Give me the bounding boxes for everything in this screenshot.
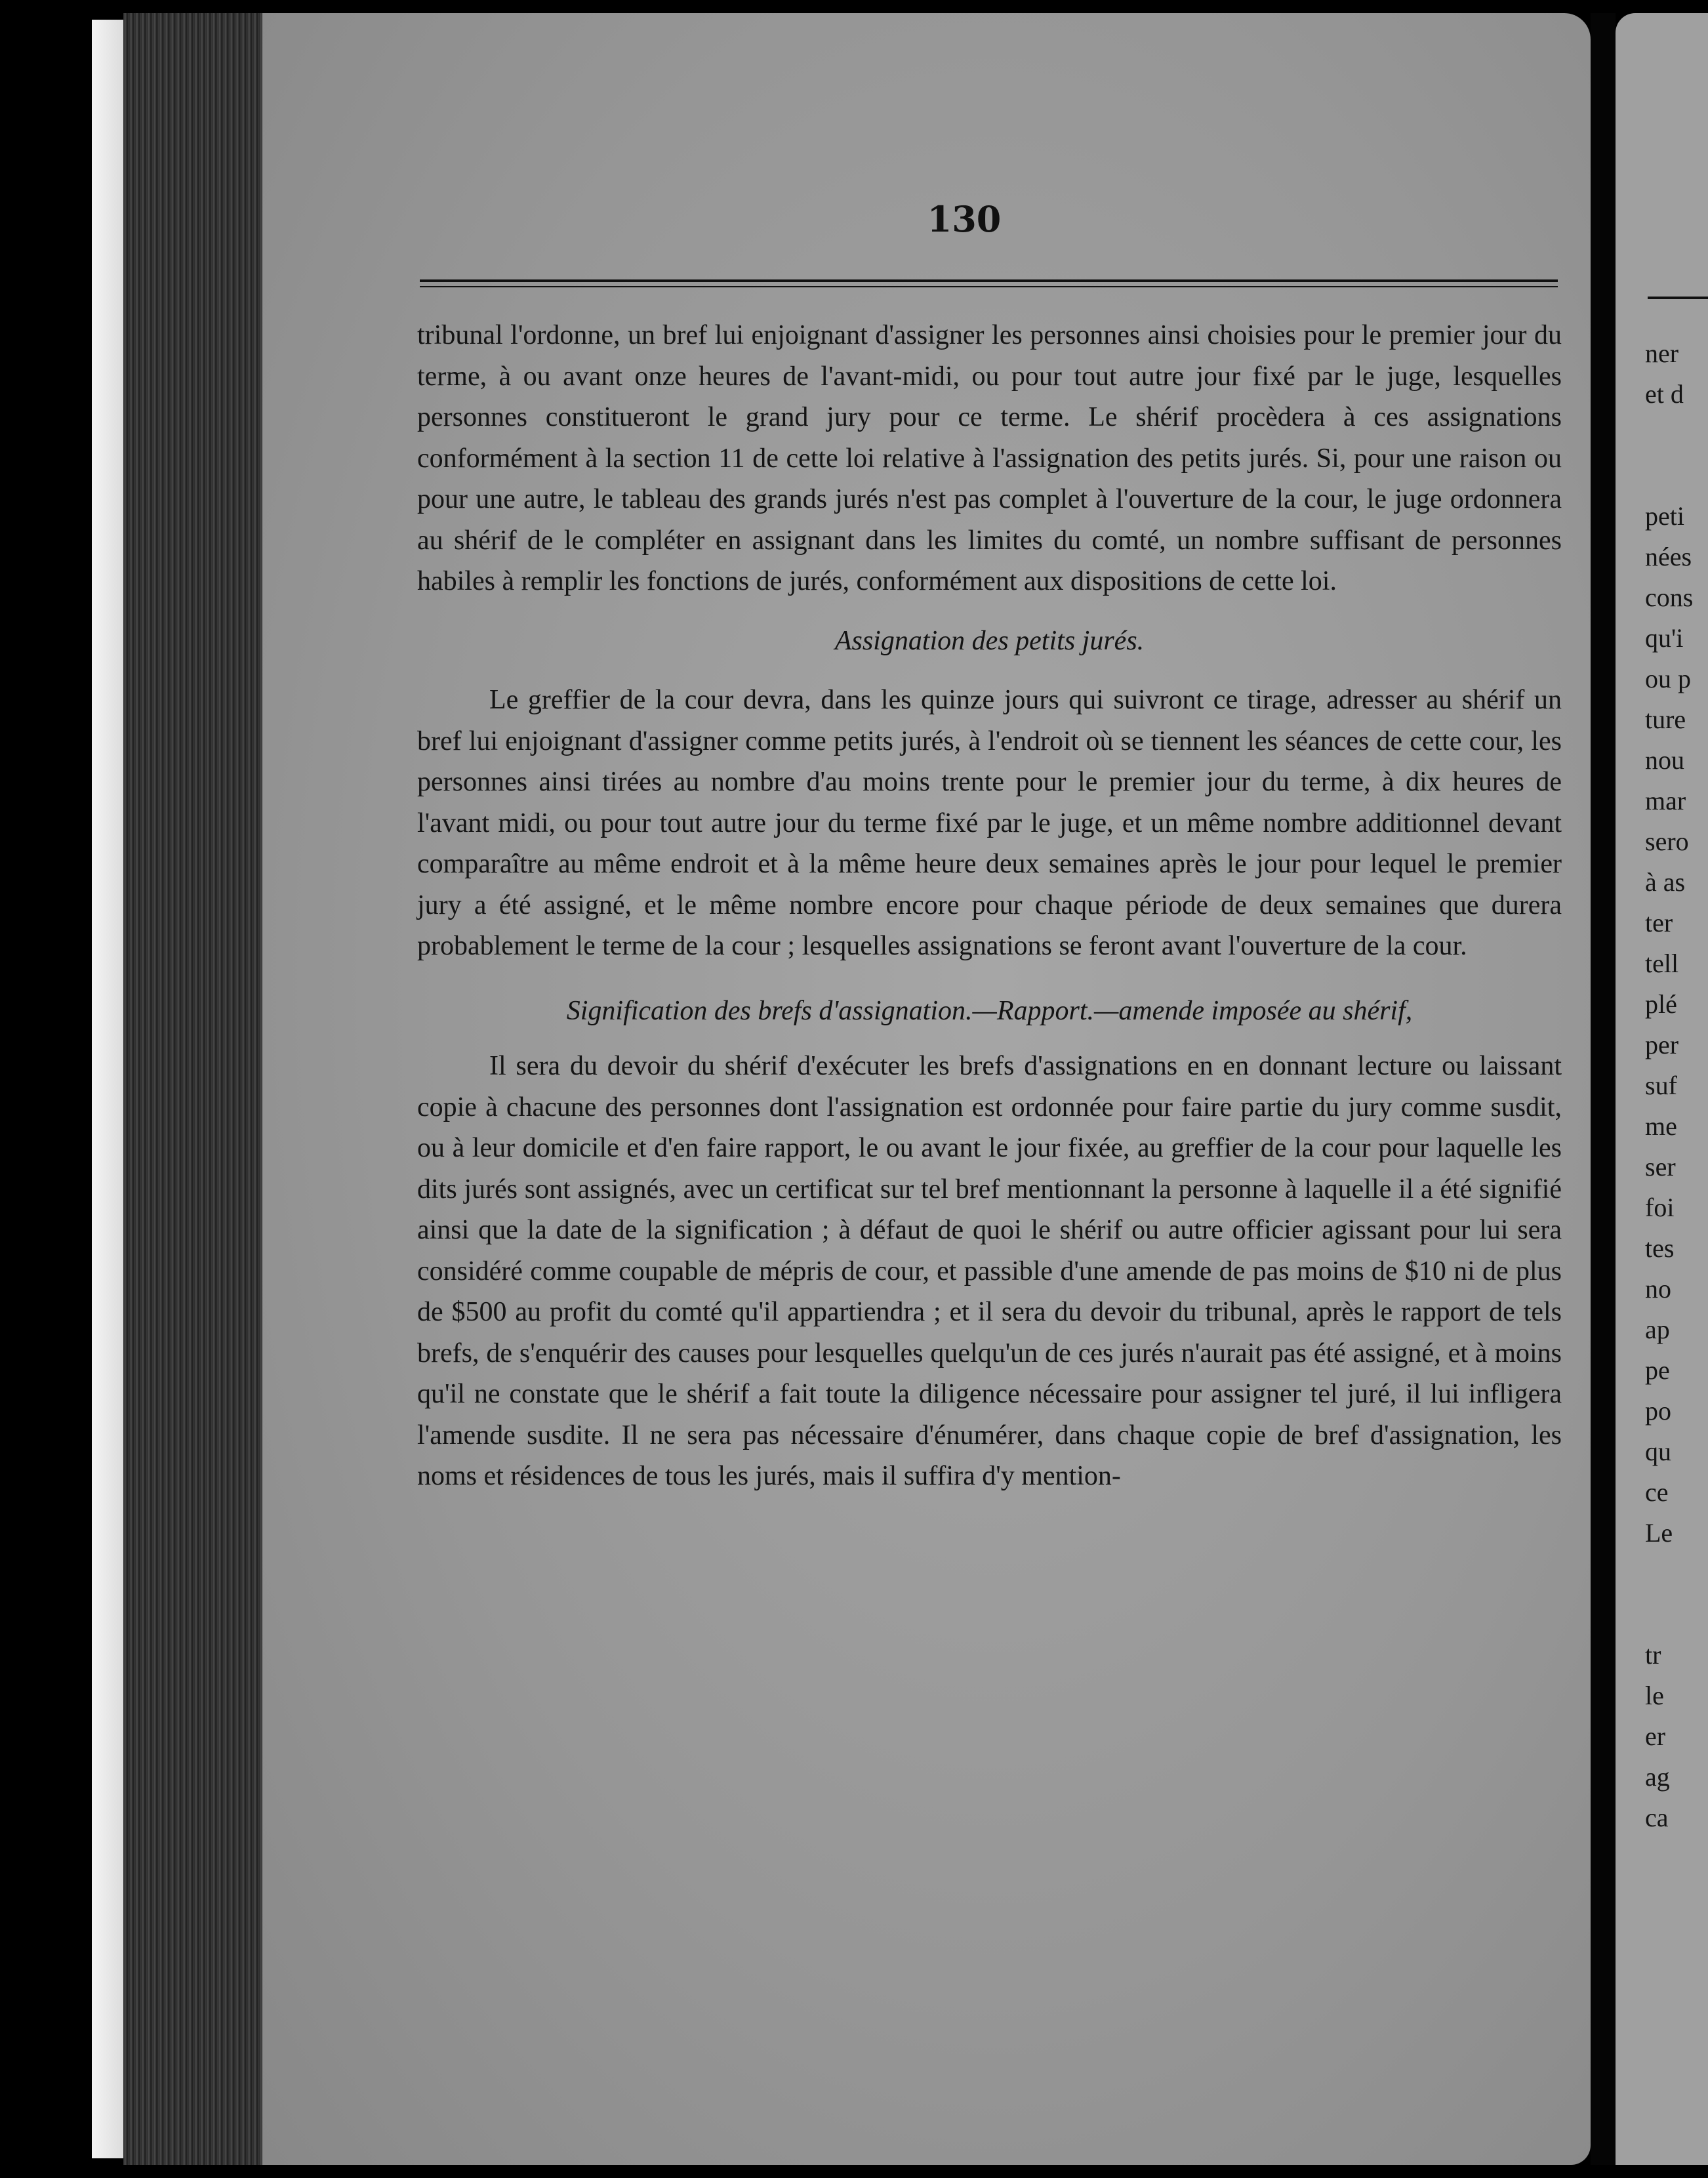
adjacent-page-fragment: nées bbox=[1645, 542, 1692, 571]
adjacent-page-fragment: po bbox=[1645, 1396, 1671, 1426]
adjacent-page-fragment: cons bbox=[1645, 583, 1694, 612]
adjacent-page-fragment bbox=[1645, 415, 1708, 455]
adjacent-page-fragment: peti bbox=[1645, 501, 1684, 531]
adjacent-page-fragment: plé bbox=[1645, 989, 1677, 1019]
adjacent-page-fragment: tes bbox=[1645, 1233, 1675, 1263]
body-paragraph-2: Le greffier de la cour devra, dans les quinze jours qui suivront ce tirage, adresser au shérif un bref lui enjoignant d'assigner comme petits jurés, à l'endroit où se tiennent les séances de cette cour, les personnes ainsi tirées au nombre d'au moins trente pour le premier jour du terme, à dix heures de l'avant midi, ou pour tout autre jour du terme fixé par le juge, et un même nombre additionnel devant comparaître au même endroit et à la même heure deux semaines après le jour pour lequel le premier jury a été assigné, et le même nombre encore pour chaque période de deux semaines que durera probablement le terme de la cour ; lesquelles assignations se feront avant l'ouverture de la cour. bbox=[417, 685, 1562, 961]
adjacent-page-fragment: ag bbox=[1645, 1762, 1670, 1792]
adjacent-page-fragment: ter bbox=[1645, 908, 1673, 937]
page-number: 130 bbox=[927, 198, 1002, 240]
book-page-edges bbox=[123, 13, 264, 2165]
header-rule-thin bbox=[420, 286, 1558, 287]
adjacent-page-fragment: qu bbox=[1645, 1437, 1671, 1466]
adjacent-page-fragment: qu'i bbox=[1645, 623, 1684, 653]
adjacent-page-rule bbox=[1648, 297, 1708, 299]
adjacent-page-fragment: me bbox=[1645, 1111, 1677, 1141]
adjacent-page-fragment bbox=[1645, 455, 1708, 496]
adjacent-page-fragment: le bbox=[1645, 1681, 1664, 1710]
adjacent-page-fragment: et d bbox=[1645, 379, 1684, 409]
adjacent-page-text bbox=[1645, 333, 1708, 1838]
adjacent-page-fragment: ap bbox=[1645, 1315, 1670, 1344]
adjacent-page-fragment bbox=[1645, 1594, 1708, 1635]
adjacent-page-fragment: tr bbox=[1645, 1640, 1661, 1670]
book-gutter bbox=[1591, 13, 1616, 2165]
adjacent-page-fragment bbox=[1645, 1553, 1708, 1594]
adjacent-page-fragment: à as bbox=[1645, 867, 1686, 897]
section-heading-assignation: Assignation des petits jurés. bbox=[834, 625, 1145, 656]
adjacent-page-fragment: ca bbox=[1645, 1803, 1669, 1832]
body-paragraph-3: Il sera du devoir du shérif d'exécuter les brefs d'assignations en en donnant lecture ou laissant copie à chacune des personnes dont l'assignation est ordonnée pour faire partie du jury comme susdit, ou à leur domicile et d'en faire rapport, le ou avant le jour fixée, au greffier de la cour pour laquelle les dits jurés sont assignés, avec un certificat sur tel bref mentionnant la personne à laquelle il a été signifié ainsi que la date de la signification ; à défaut de quoi le shérif ou autre officier agissant pour lui sera considéré comme coupable de mépris de cour, et passible d'une amende de pas moins de $10 ni de plus de $500 au profit du comté qu'il appartiendra ; et il sera du devoir du tribunal, après le rapport de tels brefs, de s'enquérir des causes pour lesquelles quelqu'un de ces jurés n'aurait pas été assigné, et à moins qu'il ne constate que le shérif a fait toute la diligence nécessaire pour assigner tel juré, il lui infligera l'amende susdite. Il ne sera pas nécessaire d'énumérer, dans chaque copie de bref d'assignation, les noms et résidences de tous les jurés, mais il suffira d'y mention- bbox=[417, 1051, 1562, 1491]
adjacent-page-fragment: per bbox=[1645, 1030, 1679, 1059]
section-heading-signification: Signification des brefs d'assignation.—Rapport.—amende imposée au shérif, bbox=[566, 995, 1413, 1026]
adjacent-page-fragment: foi bbox=[1645, 1193, 1675, 1222]
page-body bbox=[417, 315, 1562, 1497]
scan-left-margin bbox=[92, 20, 123, 2158]
adjacent-page-fragment: nou bbox=[1645, 745, 1684, 775]
adjacent-page-fragment: no bbox=[1645, 1274, 1671, 1304]
adjacent-page-fragment: suf bbox=[1645, 1071, 1677, 1100]
header-rule-thick bbox=[420, 279, 1558, 282]
body-paragraph-1: tribunal l'ordonne, un bref lui enjoignant d'assigner les personnes ainsi choisies pour le premier jour du terme, à ou avant onze heures de l'avant-midi, ou pour tout autre jour fixé par le juge, lesquelles personnes constitueront le grand jury pour ce terme. Le shérif procèdera à ces assignations conformément à la section 11 de cette loi relative à l'assignation des petits jurés. Si, pour une raison ou pour une autre, le tableau des grands jurés n'est pas complet à l'ouverture de la cour, le juge ordonnera au shérif de le compléter en assignant dans les limites du comté, un nombre suffisant de personnes habiles à remplir les fonctions de jurés, conformément aux dispositions de cette loi. bbox=[417, 320, 1562, 596]
adjacent-page-fragment: ser bbox=[1645, 1152, 1676, 1181]
adjacent-page-fragment: Le bbox=[1645, 1518, 1673, 1548]
adjacent-page-fragment: tell bbox=[1645, 949, 1679, 978]
adjacent-page-fragment: sero bbox=[1645, 827, 1689, 856]
adjacent-page-fragment: ture bbox=[1645, 705, 1686, 734]
adjacent-page-fragment: ou p bbox=[1645, 664, 1691, 693]
adjacent-page-fragment: er bbox=[1645, 1721, 1666, 1751]
adjacent-page-fragment: mar bbox=[1645, 786, 1686, 815]
adjacent-page-fragment: pe bbox=[1645, 1355, 1670, 1385]
adjacent-page-fragment: ner bbox=[1645, 339, 1679, 368]
adjacent-page-fragment: ce bbox=[1645, 1477, 1669, 1507]
